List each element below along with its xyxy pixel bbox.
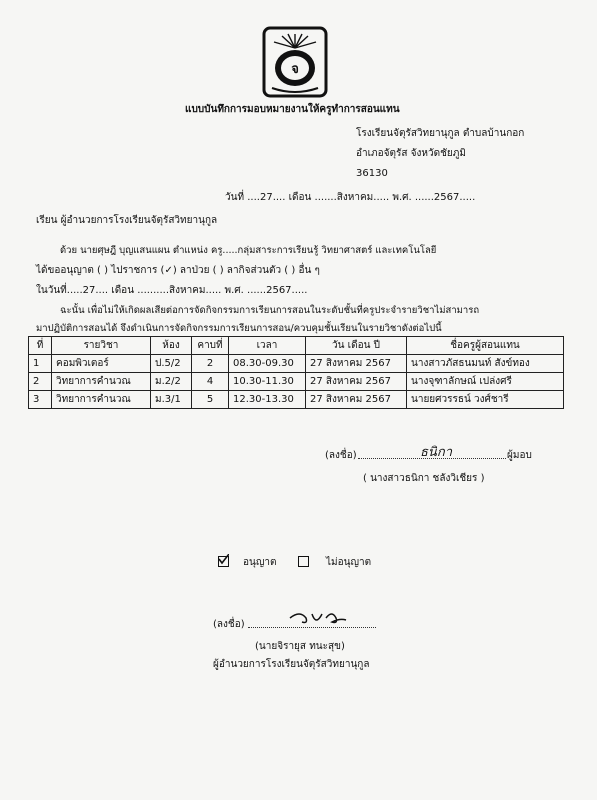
school-seal-icon xyxy=(262,26,328,98)
svg-text:จ: จ xyxy=(291,62,299,77)
assigner-sign-label: (ลงชื่อ) xyxy=(325,450,357,461)
cell-time: 12.30-13.30 xyxy=(229,391,306,409)
table-row xyxy=(29,355,564,373)
director-sign-label: (ลงชื่อ) xyxy=(213,619,245,630)
cell-no: 1 xyxy=(29,355,52,373)
director-signature-mark xyxy=(288,606,358,632)
address-line-1: โรงเรียนจัตุรัสวิทยานุกูล ตำบลบ้านกอก xyxy=(356,128,525,139)
date-line: วันที่ ....27.... เดือน .......สิงหาคม..... พ.ศ. ......2567..... xyxy=(225,192,476,203)
cell-date: 27 สิงหาคม 2567 xyxy=(306,373,407,391)
header-no: ที่ xyxy=(29,337,52,355)
day-label: วันที่ xyxy=(225,192,245,203)
approve-checkbox[interactable] xyxy=(218,556,229,567)
assigner-signature: ธนิกา xyxy=(420,445,452,460)
cell-substitute: นางสาวภัสธนมนท์ สังข์ทอง xyxy=(407,355,564,373)
substitute-teacher-table xyxy=(28,336,564,409)
table-row xyxy=(29,373,564,391)
approve-label: อนุญาต xyxy=(243,557,277,568)
cell-subject: วิทยาการคำนวณ xyxy=(52,391,151,409)
header-room: ห้อง xyxy=(151,337,192,355)
cell-period: 2 xyxy=(192,355,229,373)
address-line-3: 36130 xyxy=(356,168,388,179)
cell-date: 27 สิงหาคม 2567 xyxy=(306,391,407,409)
cell-date: 27 สิงหาคม 2567 xyxy=(306,355,407,373)
cell-substitute: นายยศวรรธน์ วงศ์ชารี xyxy=(407,391,564,409)
cell-room: ป.5/2 xyxy=(151,355,192,373)
salutation: เรียน ผู้อำนวยการโรงเรียนจัตุรัสวิทยานุกูล xyxy=(36,215,218,226)
cell-subject: คอมพิวเตอร์ xyxy=(52,355,151,373)
header-subject: รายวิชา xyxy=(52,337,151,355)
body-line-1: ด้วย นายศุษฎี บุญแสนแผน ตำแหน่ง ครู.....กลุ่มสาระการเรียนรู้ วิทยาศาสตร์ และเทคโนโลยี xyxy=(60,245,437,256)
header-date: วัน เดือน ปี xyxy=(306,337,407,355)
body-line-4: ฉะนั้น เพื่อไม่ให้เกิดผลเสียต่อการจัดกิจกรรมการเรียนการสอนในระดับชั้นที่ครูประจำรายวิชาไม่สามารถ xyxy=(60,305,480,316)
table-header-row xyxy=(29,337,564,355)
address-line-2: อำเภอจัตุรัส จังหวัดชัยภูมิ xyxy=(356,148,466,159)
director-name: (นายจิรายุส ทนะสุข) xyxy=(255,641,345,652)
cell-time: 08.30-09.30 xyxy=(229,355,306,373)
cell-time: 10.30-11.30 xyxy=(229,373,306,391)
deny-label: ไม่อนุญาต xyxy=(326,557,372,568)
cell-substitute: นางจุฑาลักษณ์ เปล่งศรี xyxy=(407,373,564,391)
year-label: พ.ศ. xyxy=(392,192,412,203)
cell-no: 2 xyxy=(29,373,52,391)
body-line-3: ในวันที่.....27.... เดือน ..........สิงหาคม..... พ.ศ. ......2567..... xyxy=(36,285,308,296)
assigner-role-label: ผู้มอบ xyxy=(507,450,532,461)
cell-period: 4 xyxy=(192,373,229,391)
document-title: แบบบันทึกการมอบหมายงานให้ครูทำการสอนแทน xyxy=(185,104,400,115)
director-title: ผู้อำนวยการโรงเรียนจัตุรัสวิทยานุกูล xyxy=(213,659,370,670)
body-line-2: ได้ขออนุญาต ( ) ไปราชการ (✓) ลาป่วย ( ) ลากิจส่วนตัว ( ) อื่น ๆ xyxy=(36,265,320,276)
cell-no: 3 xyxy=(29,391,52,409)
header-substitute: ชื่อครูผู้สอนแทน xyxy=(407,337,564,355)
day-value: 27 xyxy=(259,192,273,203)
cell-room: ม.3/1 xyxy=(151,391,192,409)
table-row xyxy=(29,391,564,409)
check-mark-icon xyxy=(218,554,229,565)
cell-room: ม.2/2 xyxy=(151,373,192,391)
year-value: 2567 xyxy=(433,192,460,203)
month-value: สิงหาคม xyxy=(336,192,374,203)
deny-checkbox[interactable] xyxy=(298,556,309,567)
month-label: เดือน xyxy=(288,192,312,203)
assigner-name: ( นางสาวธนิกา ชลังวิเชียร ) xyxy=(363,473,485,484)
cell-period: 5 xyxy=(192,391,229,409)
cell-subject: วิทยาการคำนวณ xyxy=(52,373,151,391)
body-line-5: มาปฏิบัติการสอนได้ จึงดำเนินการจัดกิจกรรมการเรียนการสอน/ควบคุมชั้นเรียนในรายวิชาดังต่อไปนี้ xyxy=(36,323,442,334)
header-period: คาบที่ xyxy=(192,337,229,355)
header-time: เวลา xyxy=(229,337,306,355)
